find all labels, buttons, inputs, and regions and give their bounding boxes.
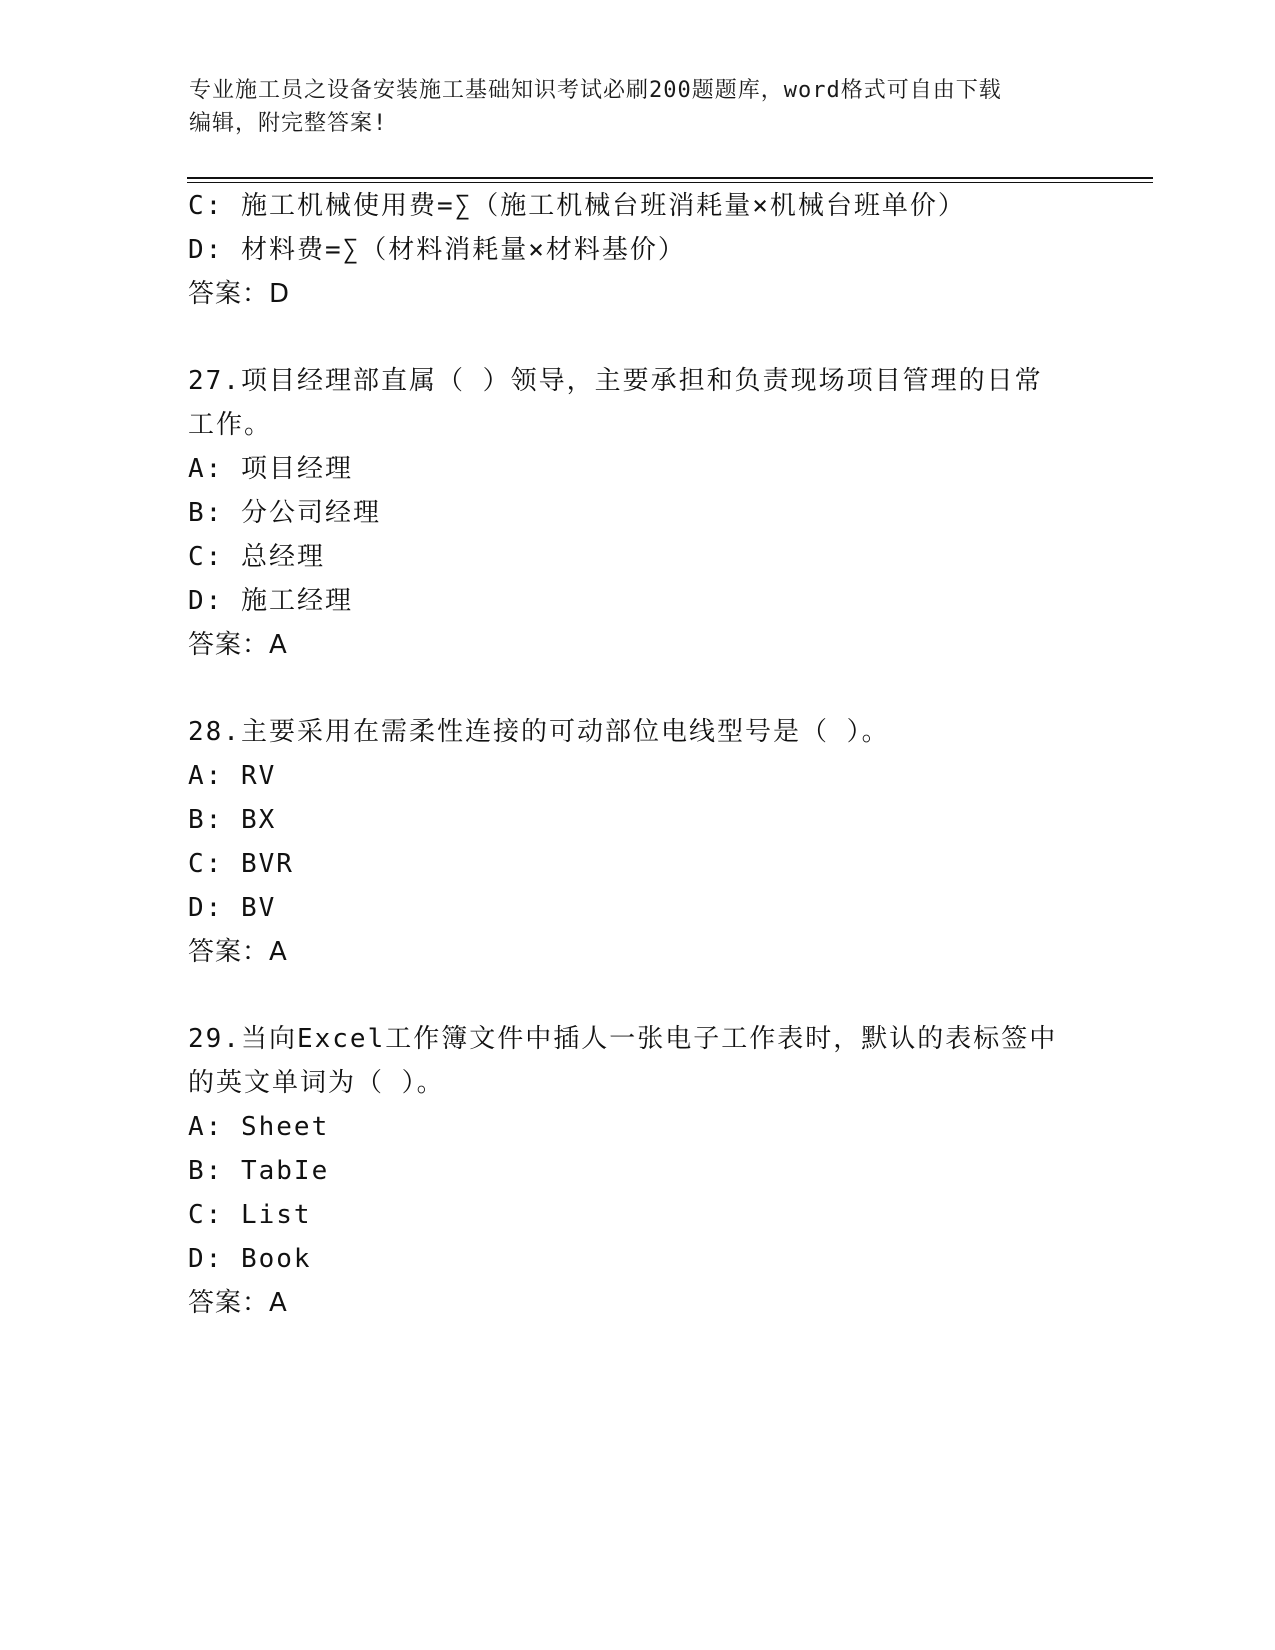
q26-answer: 答案：D bbox=[188, 279, 291, 309]
q29-option-b: B: TabIe bbox=[188, 1156, 330, 1186]
q28-stem-line-1: 28.主要采用在需柔性连接的可动部位电线型号是（ ）。 bbox=[188, 717, 890, 747]
header-divider-thick bbox=[187, 177, 1153, 179]
q29-stem-line-2: 的英文单词为（ ）。 bbox=[188, 1068, 445, 1098]
q29-option-d: D: Book bbox=[188, 1244, 312, 1274]
q27-option-d: D: 施工经理 bbox=[188, 586, 353, 616]
q27-stem-line-2: 工作。 bbox=[188, 410, 273, 440]
q27-option-b: B: 分公司经理 bbox=[188, 498, 381, 528]
q28-answer: 答案：A bbox=[188, 937, 288, 967]
q29-option-c: C: List bbox=[188, 1200, 312, 1230]
q28-option-d: D: BV bbox=[188, 893, 277, 923]
q28-option-b: B: BX bbox=[188, 805, 277, 835]
q27-answer: 答案：A bbox=[188, 630, 288, 660]
header-title-line-2: 编辑，附完整答案! bbox=[189, 111, 388, 136]
q27-option-a: A: 项目经理 bbox=[188, 454, 353, 484]
q27-option-c: C: 总经理 bbox=[188, 542, 325, 572]
q26-option-d: D: 材料费=∑（材料消耗量×材料基价） bbox=[188, 235, 686, 265]
q29-option-a: A: Sheet bbox=[188, 1112, 330, 1142]
q27-stem-line-1: 27.项目经理部直属（ ）领导，主要承担和负责现场项目管理的日常 bbox=[188, 366, 1043, 396]
q29-stem-line-1: 29.当向Excel工作簿文件中插人一张电子工作表时，默认的表标签中 bbox=[188, 1024, 1058, 1054]
header-title-line-1: 专业施工员之设备安装施工基础知识考试必刷200题题库，word格式可自由下载 bbox=[189, 78, 1002, 103]
q29-answer: 答案：A bbox=[188, 1288, 288, 1318]
q28-option-c: C: BVR bbox=[188, 849, 294, 879]
header-divider-thin bbox=[187, 182, 1153, 183]
document-header bbox=[189, 74, 1069, 140]
q28-option-a: A: RV bbox=[188, 761, 277, 791]
q26-option-c: C: 施工机械使用费=∑（施工机械台班消耗量×机械台班单价） bbox=[188, 191, 966, 221]
